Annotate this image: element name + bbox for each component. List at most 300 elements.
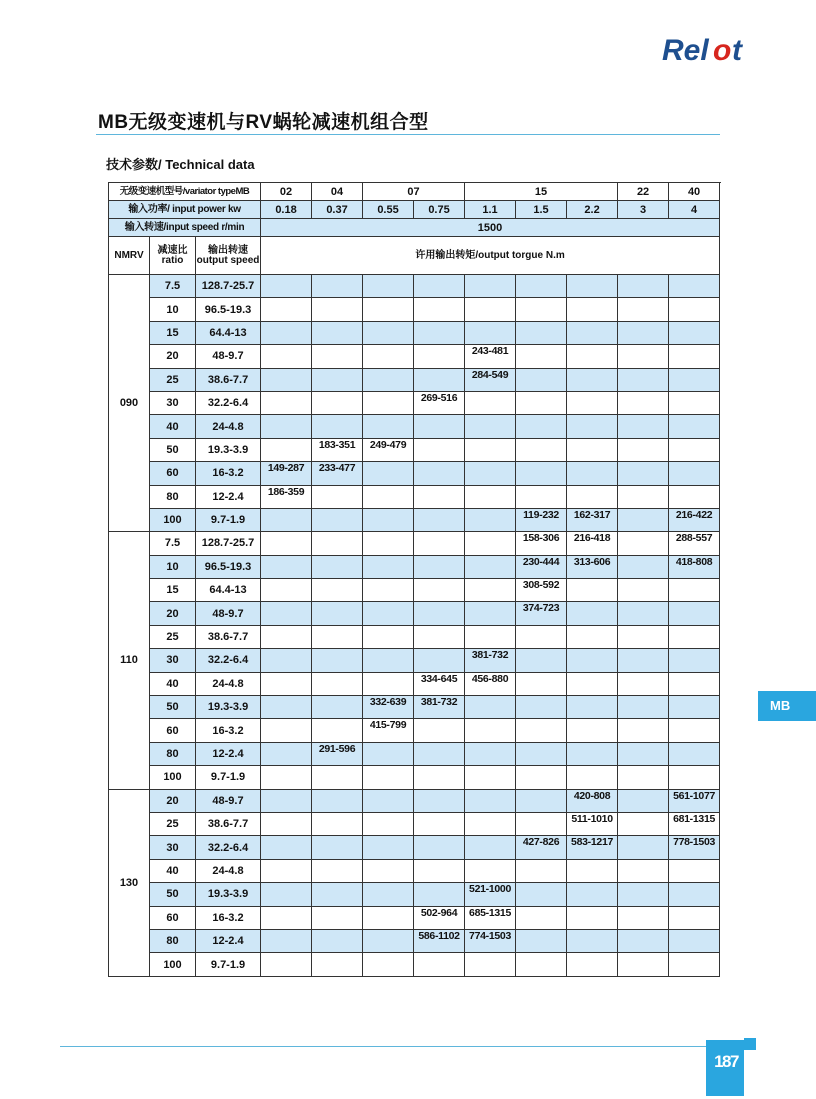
output-speed-cell: 19.3-3.9: [196, 883, 261, 906]
torque-cell: [363, 672, 414, 695]
torque-cell: [516, 883, 567, 906]
nmrv-size: 110: [109, 532, 150, 789]
ratio-cell: 30: [150, 391, 196, 414]
torque-cell: [312, 298, 363, 321]
torque-cell: [669, 275, 720, 298]
output-speed-cell: 96.5-19.3: [196, 555, 261, 578]
output-speed-cell: 9.7-1.9: [196, 766, 261, 789]
model-cell: 22: [618, 183, 669, 201]
table-row: [109, 719, 720, 742]
torque-cell: [414, 485, 465, 508]
ratio-cell: 20: [150, 789, 196, 812]
torque-cell: [669, 438, 720, 461]
table-row: [109, 415, 720, 438]
torque-cell: [618, 789, 669, 812]
torque-cell: 183-351: [312, 438, 363, 461]
input-speed-value: 1500: [261, 219, 720, 237]
torque-cell: [567, 742, 618, 765]
torque-cell: [516, 649, 567, 672]
torque-cell: [618, 579, 669, 602]
torque-cell: [363, 859, 414, 882]
torque-cell: [414, 275, 465, 298]
torque-cell: [312, 812, 363, 835]
torque-cell: [261, 321, 312, 344]
torque-cell: [414, 345, 465, 368]
ratio-cell: 60: [150, 906, 196, 929]
page-number: 187: [714, 1052, 738, 1071]
torque-cell: [261, 953, 312, 976]
torque-cell: [618, 321, 669, 344]
torque-cell: [669, 672, 720, 695]
table-row: [109, 766, 720, 789]
torque-cell: [516, 766, 567, 789]
model-cell: 02: [261, 183, 312, 201]
torque-cell: [516, 906, 567, 929]
torque-cell: [261, 906, 312, 929]
torque-cell: [465, 812, 516, 835]
torque-cell: [465, 462, 516, 485]
torque-cell: [414, 836, 465, 859]
torque-cell: [414, 766, 465, 789]
model-cell: 07: [363, 183, 465, 201]
torque-cell: [567, 766, 618, 789]
torque-cell: [261, 929, 312, 952]
power-cell: 4: [669, 201, 720, 219]
torque-cell: [618, 719, 669, 742]
torque-cell: [669, 368, 720, 391]
torque-cell: [261, 532, 312, 555]
torque-cell: [618, 812, 669, 835]
torque-cell: 511-1010: [567, 812, 618, 835]
torque-cell: [261, 625, 312, 648]
torque-cell: [261, 672, 312, 695]
output-speed-cell: 48-9.7: [196, 345, 261, 368]
ratio-cell: 15: [150, 321, 196, 344]
torque-cell: [516, 368, 567, 391]
ratio-cell: 15: [150, 579, 196, 602]
torque-cell: [312, 275, 363, 298]
torque-cell: 269-516: [414, 391, 465, 414]
torque-cell: [516, 275, 567, 298]
torque-cell: [516, 485, 567, 508]
torque-cell: [618, 625, 669, 648]
power-cell: 0.75: [414, 201, 465, 219]
torque-cell: [618, 649, 669, 672]
torque-cell: [465, 532, 516, 555]
output-speed-cell: 12-2.4: [196, 485, 261, 508]
speed-header-label: 输入转速/input speed r/min: [109, 219, 261, 237]
power-cell: 0.55: [363, 201, 414, 219]
torque-cell: [414, 579, 465, 602]
torque-cell: [669, 485, 720, 508]
table-row: [109, 672, 720, 695]
torque-cell: [516, 625, 567, 648]
table-row: [109, 298, 720, 321]
torque-cell: [363, 906, 414, 929]
torque-cell: [567, 275, 618, 298]
ratio-cell: 40: [150, 859, 196, 882]
torque-cell: [363, 812, 414, 835]
model-cell: 04: [312, 183, 363, 201]
torque-cell: [567, 883, 618, 906]
torque-cell: 334-645: [414, 672, 465, 695]
torque-cell: [618, 508, 669, 531]
torque-cell: [363, 649, 414, 672]
torque-cell: [618, 368, 669, 391]
torque-cell: 158-306: [516, 532, 567, 555]
table-row: [109, 602, 720, 625]
torque-cell: [567, 602, 618, 625]
output-speed-cell: 128.7-25.7: [196, 275, 261, 298]
ratio-cell: 25: [150, 625, 196, 648]
svg-text:t: t: [732, 34, 742, 67]
table-row: [109, 321, 720, 344]
table-row: [109, 883, 720, 906]
table-row: [109, 532, 720, 555]
torque-cell: 249-479: [363, 438, 414, 461]
ratio-header: 减速比 ratio: [150, 237, 196, 275]
torque-cell: [465, 415, 516, 438]
torque-cell: [516, 929, 567, 952]
output-speed-cell: 128.7-25.7: [196, 532, 261, 555]
ratio-cell: 60: [150, 462, 196, 485]
torque-cell: 149-287: [261, 462, 312, 485]
torque-cell: [669, 345, 720, 368]
torque-cell: [363, 766, 414, 789]
torque-cell: [312, 859, 363, 882]
torque-cell: [618, 953, 669, 976]
torque-cell: [567, 438, 618, 461]
table-row: [109, 789, 720, 812]
torque-cell: 774-1503: [465, 929, 516, 952]
torque-cell: [414, 368, 465, 391]
torque-cell: [363, 368, 414, 391]
torque-cell: [414, 555, 465, 578]
torque-cell: 332-639: [363, 696, 414, 719]
model-header-label: 无级变速机型号/variator typeMB: [109, 183, 261, 201]
torque-cell: [567, 696, 618, 719]
torque-cell: [363, 789, 414, 812]
torque-cell: [516, 672, 567, 695]
power-cell: 0.18: [261, 201, 312, 219]
table-row: [109, 906, 720, 929]
torque-cell: [669, 742, 720, 765]
ratio-cell: 30: [150, 649, 196, 672]
torque-cell: [312, 649, 363, 672]
torque-cell: [363, 579, 414, 602]
torque-cell: [618, 696, 669, 719]
torque-cell: [363, 508, 414, 531]
torque-cell: 186-359: [261, 485, 312, 508]
output-speed-cell: 38.6-7.7: [196, 812, 261, 835]
svg-text:Rel: Rel: [662, 34, 709, 67]
page-marker-square: [744, 1038, 756, 1050]
ratio-cell: 20: [150, 602, 196, 625]
torque-cell: [618, 415, 669, 438]
torque-cell: [516, 859, 567, 882]
ratio-cell: 50: [150, 883, 196, 906]
section-tab-mb: MB: [758, 691, 816, 721]
torque-cell: [516, 696, 567, 719]
torque-cell: [567, 649, 618, 672]
model-cell: 40: [669, 183, 720, 201]
torque-cell: [312, 906, 363, 929]
torque-cell: [312, 415, 363, 438]
torque-cell: [261, 719, 312, 742]
torque-cell: [414, 883, 465, 906]
title-divider: [96, 134, 720, 135]
power-cell: 0.37: [312, 201, 363, 219]
torque-cell: [312, 555, 363, 578]
torque-cell: [312, 345, 363, 368]
torque-cell: [516, 438, 567, 461]
torque-cell: [261, 859, 312, 882]
torque-cell: 216-418: [567, 532, 618, 555]
table-row: [109, 696, 720, 719]
ratio-cell: 80: [150, 485, 196, 508]
torque-cell: [261, 696, 312, 719]
torque-cell: [261, 812, 312, 835]
torque-cell: [567, 625, 618, 648]
torque-cell: [261, 883, 312, 906]
torque-cell: [312, 321, 363, 344]
torque-cell: [312, 485, 363, 508]
torque-cell: [261, 766, 312, 789]
torque-cell: [618, 485, 669, 508]
table-row: [109, 368, 720, 391]
output-speed-cell: 24-4.8: [196, 859, 261, 882]
table-row: [109, 742, 720, 765]
torque-cell: [465, 298, 516, 321]
torque-cell: [312, 696, 363, 719]
torque-cell: [516, 789, 567, 812]
output-speed-cell: 19.3-3.9: [196, 438, 261, 461]
torque-cell: [312, 789, 363, 812]
torque-cell: [312, 508, 363, 531]
torque-cell: [618, 391, 669, 414]
torque-cell: [363, 532, 414, 555]
output-speed-cell: 38.6-7.7: [196, 625, 261, 648]
torque-cell: 778-1503: [669, 836, 720, 859]
torque-cell: [312, 602, 363, 625]
ratio-cell: 100: [150, 953, 196, 976]
torque-cell: [618, 859, 669, 882]
output-speed-cell: 38.6-7.7: [196, 368, 261, 391]
torque-cell: [261, 649, 312, 672]
torque-cell: [465, 391, 516, 414]
ratio-cell: 10: [150, 555, 196, 578]
torque-cell: 456-880: [465, 672, 516, 695]
output-speed-cell: 24-4.8: [196, 672, 261, 695]
torque-cell: [669, 415, 720, 438]
torque-cell: [465, 859, 516, 882]
torque-cell: 586-1102: [414, 929, 465, 952]
torque-cell: [618, 532, 669, 555]
torque-cell: [669, 462, 720, 485]
ratio-cell: 30: [150, 836, 196, 859]
torque-cell: 308-592: [516, 579, 567, 602]
power-header-label: 输入功率/ input power kw: [109, 201, 261, 219]
torque-cell: [414, 649, 465, 672]
torque-cell: [465, 953, 516, 976]
table-row: [109, 345, 720, 368]
torque-cell: [618, 345, 669, 368]
torque-cell: [363, 555, 414, 578]
torque-cell: [261, 345, 312, 368]
output-speed-cell: 16-3.2: [196, 719, 261, 742]
table-row: [109, 438, 720, 461]
torque-cell: 230-444: [516, 555, 567, 578]
torque-cell: [618, 742, 669, 765]
output-speed-header: 输出转速 output speed: [196, 237, 261, 275]
table-row: [109, 275, 720, 298]
torque-cell: [618, 462, 669, 485]
torque-cell: [465, 836, 516, 859]
torque-cell: [669, 696, 720, 719]
torque-cell: [414, 742, 465, 765]
torque-cell: [414, 625, 465, 648]
torque-cell: [261, 579, 312, 602]
torque-cell: [567, 415, 618, 438]
table-row: [109, 391, 720, 414]
torque-cell: [567, 368, 618, 391]
torque-cell: [261, 742, 312, 765]
torque-cell: [669, 859, 720, 882]
torque-cell: [363, 275, 414, 298]
ratio-cell: 25: [150, 368, 196, 391]
torque-cell: [363, 742, 414, 765]
table-row: [109, 485, 720, 508]
power-cell: 1.1: [465, 201, 516, 219]
ratio-cell: 40: [150, 672, 196, 695]
torque-cell: [414, 789, 465, 812]
nmrv-header: NMRV: [109, 237, 150, 275]
torque-cell: [261, 555, 312, 578]
torque-cell: [567, 672, 618, 695]
torque-cell: [465, 555, 516, 578]
torque-cell: [261, 602, 312, 625]
torque-cell: [567, 391, 618, 414]
torque-cell: [567, 462, 618, 485]
torque-cell: [312, 579, 363, 602]
ratio-cell: 60: [150, 719, 196, 742]
torque-cell: 427-826: [516, 836, 567, 859]
torque-cell: [312, 883, 363, 906]
torque-header: 许用输出转矩/output torgue N.m: [261, 237, 720, 275]
torque-cell: [261, 415, 312, 438]
torque-cell: [618, 836, 669, 859]
torque-cell: [669, 719, 720, 742]
torque-cell: [261, 275, 312, 298]
table-row: [109, 859, 720, 882]
torque-cell: 233-477: [312, 462, 363, 485]
torque-cell: 243-481: [465, 345, 516, 368]
table-row: [109, 508, 720, 531]
torque-cell: [312, 766, 363, 789]
torque-cell: [414, 859, 465, 882]
output-speed-cell: 19.3-3.9: [196, 696, 261, 719]
torque-cell: [567, 929, 618, 952]
torque-cell: 502-964: [414, 906, 465, 929]
torque-cell: [567, 321, 618, 344]
output-speed-cell: 16-3.2: [196, 906, 261, 929]
torque-cell: [618, 672, 669, 695]
torque-cell: [261, 368, 312, 391]
output-speed-cell: 96.5-19.3: [196, 298, 261, 321]
torque-cell: [363, 625, 414, 648]
torque-cell: [567, 345, 618, 368]
ratio-cell: 40: [150, 415, 196, 438]
torque-cell: [669, 883, 720, 906]
torque-cell: [669, 625, 720, 648]
torque-cell: [414, 812, 465, 835]
torque-cell: [312, 929, 363, 952]
output-speed-cell: 12-2.4: [196, 742, 261, 765]
torque-cell: 288-557: [669, 532, 720, 555]
ratio-cell: 7.5: [150, 532, 196, 555]
torque-cell: 685-1315: [465, 906, 516, 929]
table-row: [109, 462, 720, 485]
table-row: [109, 579, 720, 602]
torque-cell: 415-799: [363, 719, 414, 742]
torque-cell: [618, 766, 669, 789]
torque-cell: [363, 298, 414, 321]
output-speed-cell: 64.4-13: [196, 321, 261, 344]
torque-cell: [363, 929, 414, 952]
torque-cell: [414, 602, 465, 625]
torque-cell: [669, 602, 720, 625]
torque-cell: 374-723: [516, 602, 567, 625]
output-speed-cell: 64.4-13: [196, 579, 261, 602]
output-speed-cell: 9.7-1.9: [196, 953, 261, 976]
torque-cell: [618, 906, 669, 929]
torque-cell: [261, 508, 312, 531]
torque-cell: [414, 508, 465, 531]
torque-cell: [618, 438, 669, 461]
torque-cell: [312, 532, 363, 555]
output-speed-cell: 32.2-6.4: [196, 836, 261, 859]
power-cell: 3: [618, 201, 669, 219]
torque-cell: [465, 766, 516, 789]
output-speed-cell: 9.7-1.9: [196, 508, 261, 531]
torque-cell: [669, 298, 720, 321]
svg-text:o: o: [713, 34, 732, 67]
table-row: [109, 625, 720, 648]
ratio-cell: 100: [150, 508, 196, 531]
torque-cell: 561-1077: [669, 789, 720, 812]
torque-cell: [261, 298, 312, 321]
section-title: 技术参数/ Technical data: [106, 157, 255, 172]
torque-cell: [567, 719, 618, 742]
torque-cell: [465, 508, 516, 531]
ratio-cell: 80: [150, 742, 196, 765]
torque-cell: [567, 485, 618, 508]
torque-cell: [312, 719, 363, 742]
output-speed-cell: 32.2-6.4: [196, 391, 261, 414]
torque-cell: [414, 462, 465, 485]
torque-cell: [516, 345, 567, 368]
torque-cell: 521-1000: [465, 883, 516, 906]
torque-cell: [363, 391, 414, 414]
ratio-cell: 7.5: [150, 275, 196, 298]
torque-cell: [312, 391, 363, 414]
torque-cell: [312, 836, 363, 859]
torque-cell: 119-232: [516, 508, 567, 531]
output-speed-cell: 48-9.7: [196, 602, 261, 625]
torque-cell: [465, 625, 516, 648]
table-row: [109, 812, 720, 835]
torque-cell: [414, 953, 465, 976]
